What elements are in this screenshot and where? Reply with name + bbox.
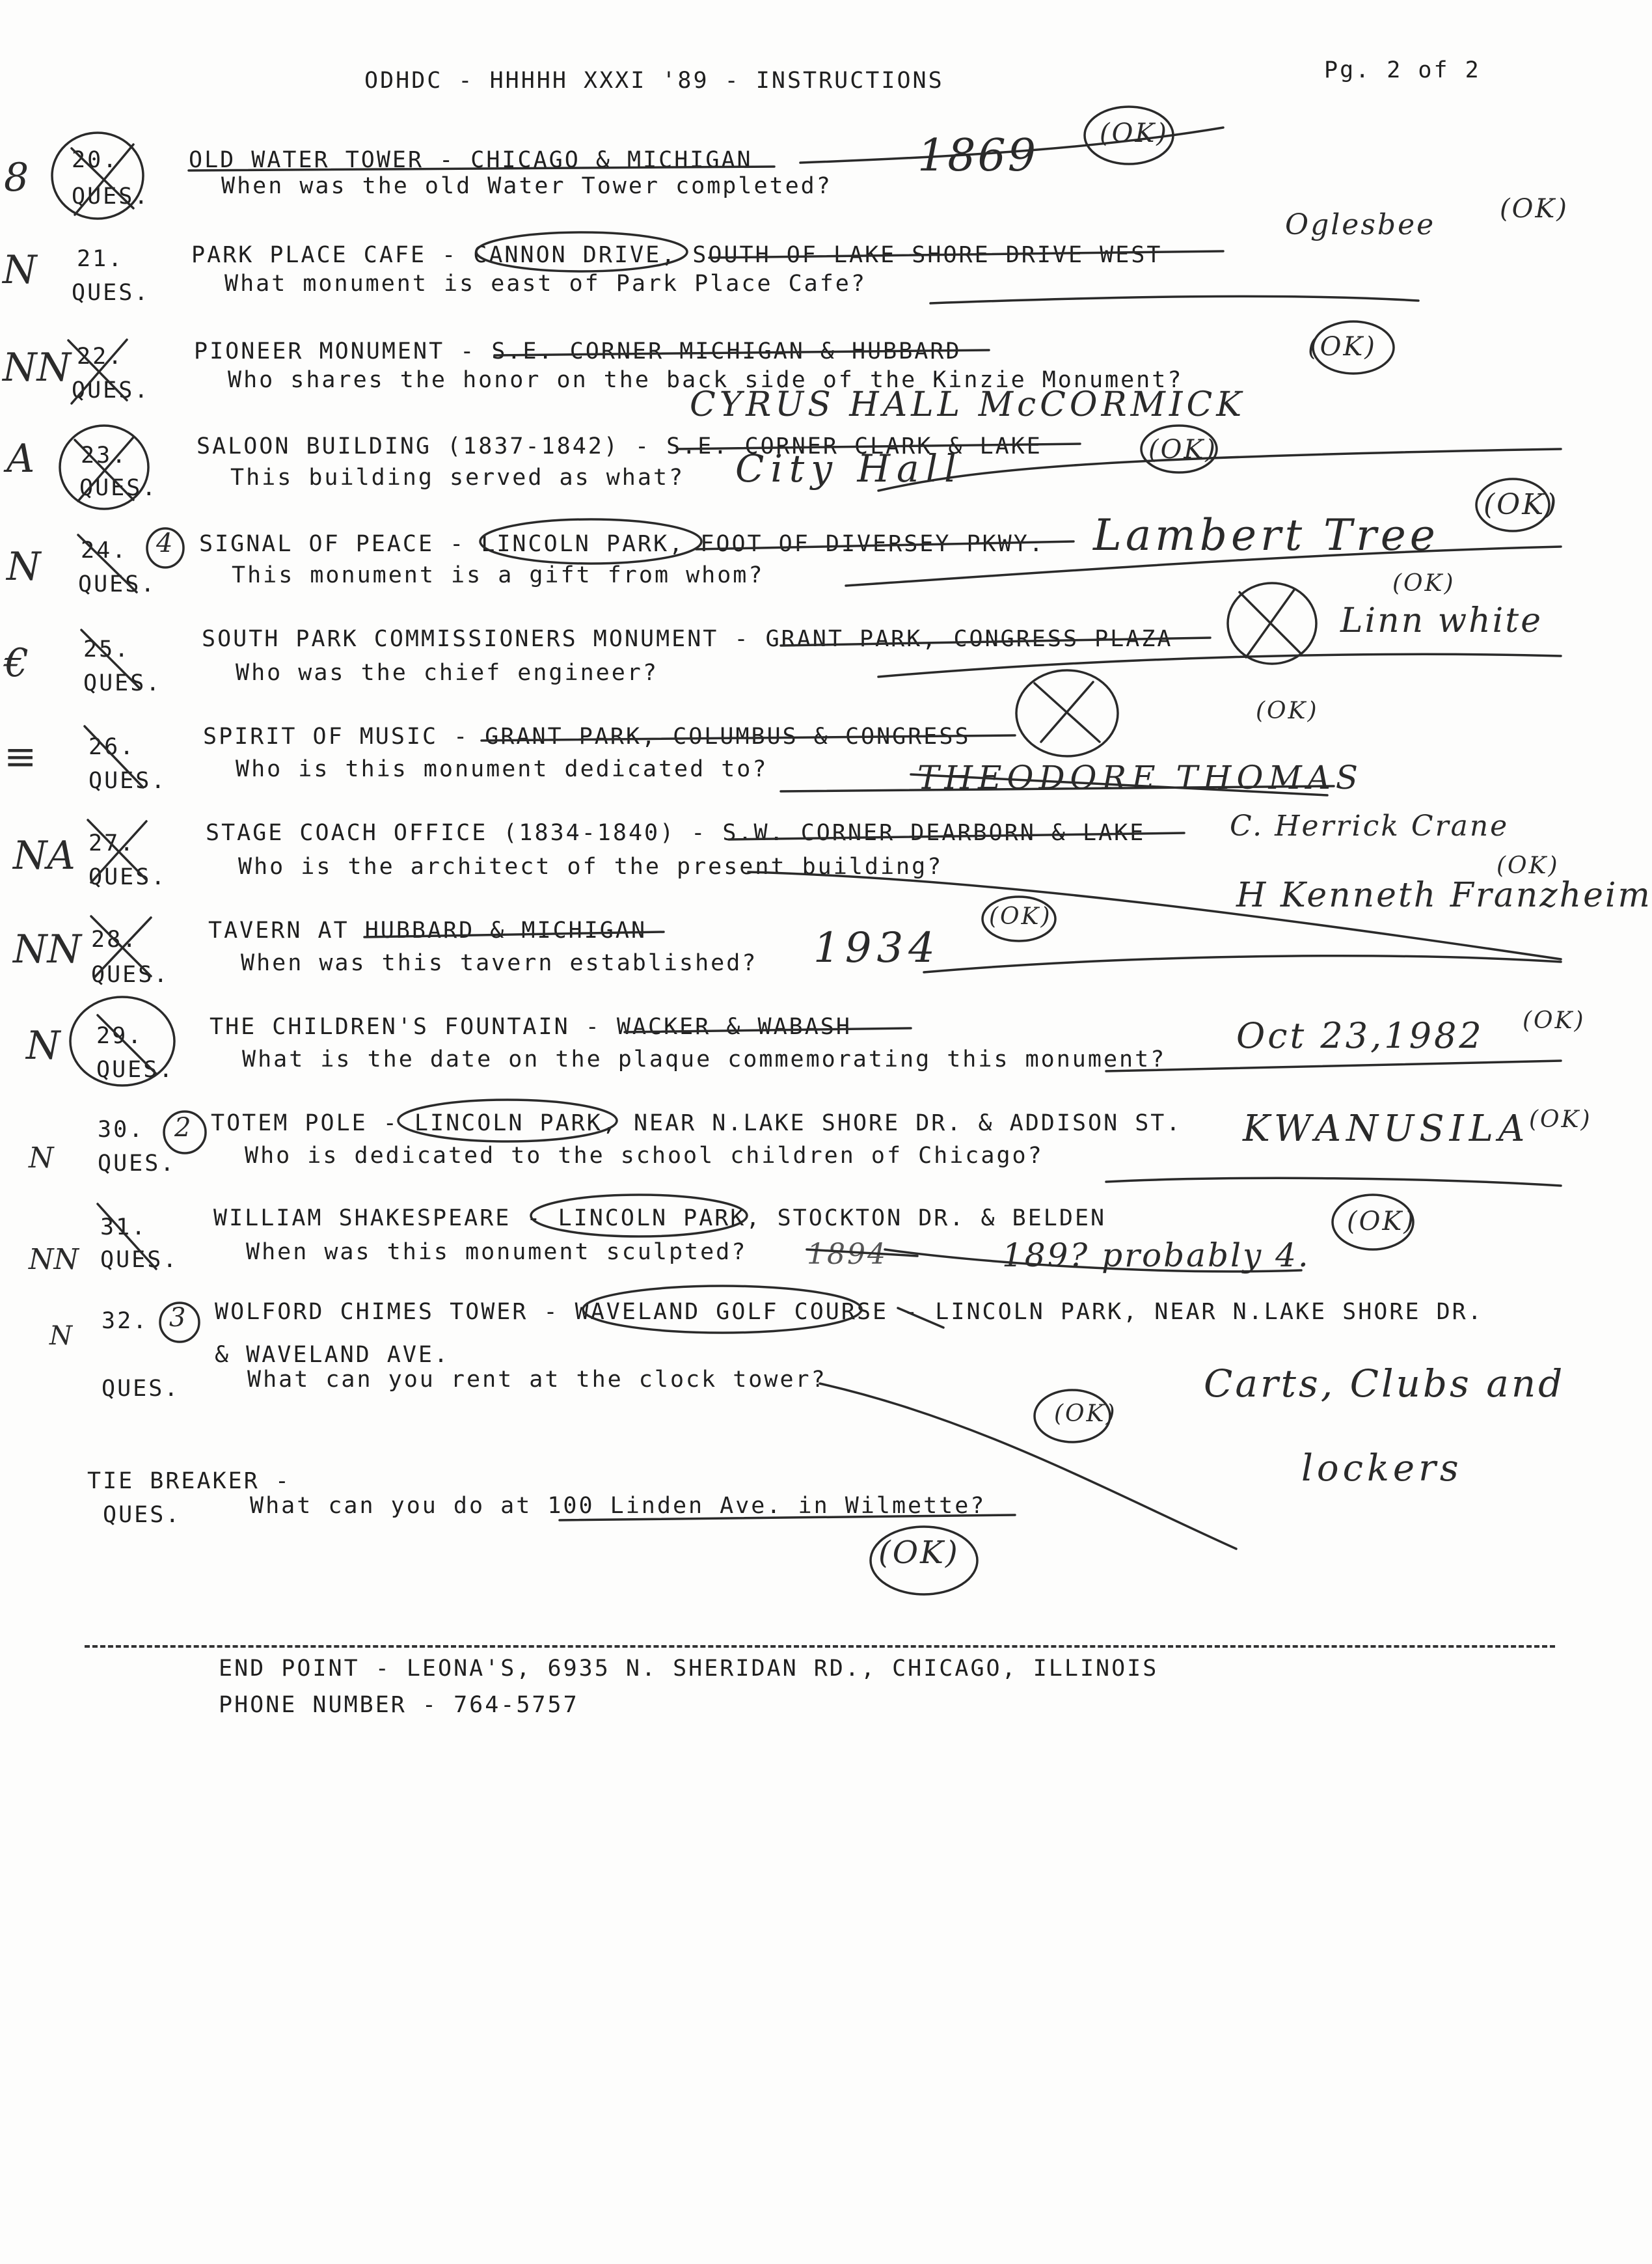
handwritten-answer: Lambert Tree <box>1093 510 1439 560</box>
question-text: What is the date on the plaque commemorating this monument? <box>242 1046 1167 1072</box>
question-number: 27. <box>88 830 136 856</box>
handwritten-answer: C. Herrick Crane <box>1230 810 1510 843</box>
location-line: OLD WATER TOWER - CHICAGO & MICHIGAN <box>189 147 753 173</box>
ques-label: QUES. <box>100 1247 179 1273</box>
question-text: Who is this monument dedicated to? <box>236 756 768 782</box>
ques-label: QUES. <box>83 670 162 696</box>
ques-label: QUES. <box>96 1057 175 1083</box>
handwritten-answer: 1869 <box>917 130 1038 182</box>
handwritten-answer: Oglesbee <box>1285 208 1436 241</box>
question-number: 24. <box>81 538 128 564</box>
location-line: TOTEM POLE - LINCOLN PARK, NEAR N.LAKE SHORE DR. & ADDISON ST. <box>211 1110 1182 1136</box>
ques-label: QUES. <box>102 1376 180 1402</box>
circled-number: 3 <box>169 1303 188 1333</box>
ok-mark: (OK) <box>1148 435 1217 465</box>
handwritten-answer: Carts, Clubs and <box>1204 1361 1565 1406</box>
handwritten-answer: THEODORE THOMAS <box>917 759 1364 797</box>
handwritten-answer: CYRUS HALL McCORMICK <box>690 385 1246 424</box>
question-text: This monument is a gift from whom? <box>232 562 765 588</box>
page-number: Pg. 2 of 2 <box>1324 57 1481 83</box>
ques-label: QUES. <box>79 475 158 501</box>
location-line: SPIRIT OF MUSIC - GRANT PARK, COLUMBUS & CONGRESS <box>203 724 971 750</box>
end-point: END POINT - LEONA'S, 6935 N. SHERIDAN RD., CHICAGO, ILLINOIS <box>219 1656 1159 1682</box>
question-text: Who was the chief engineer? <box>236 660 658 686</box>
location-line: WILLIAM SHAKESPEARE - LINCOLN PARK, STOCKTON DR. & BELDEN <box>213 1205 1107 1231</box>
circled-number: 4 <box>156 528 175 558</box>
ok-mark: (OK) <box>989 903 1052 930</box>
dashed-divider <box>85 1645 1555 1648</box>
location-line: PIONEER MONUMENT - S.E. CORNER MICHIGAN & HUBBARD <box>194 338 962 364</box>
handwritten-answer: 1894 <box>807 1238 887 1271</box>
page-title: ODHDC - HHHHH XXXI '89 - INSTRUCTIONS <box>364 68 944 94</box>
location-line: WOLFORD CHIMES TOWER - WAVELAND GOLF COURSE - LINCOLN PARK, NEAR N.LAKE SHORE DR. <box>215 1299 1483 1325</box>
ok-mark: (OK) <box>1483 488 1559 521</box>
question-text: When was this tavern established? <box>241 950 758 976</box>
question-text: When was this monument sculpted? <box>246 1239 748 1265</box>
tiebreaker-label: TIE BREAKER - <box>87 1468 291 1494</box>
tally-mark: N <box>29 1141 54 1175</box>
tally-mark: NN <box>3 345 71 390</box>
ques-label: QUES. <box>72 184 150 210</box>
handwritten-answer: 1934 <box>813 924 940 972</box>
question-number: 21. <box>77 246 124 272</box>
location-line: SIGNAL OF PEACE - LINCOLN PARK, FOOT OF DIVERSEY PKWY. <box>199 531 1045 557</box>
question-text: When was the old Water Tower completed? <box>221 173 832 199</box>
circled-number: 2 <box>174 1113 193 1143</box>
ok-mark: (OK) <box>1256 698 1319 724</box>
tally-mark: A <box>7 436 35 482</box>
question-text: What monument is east of Park Place Cafe? <box>224 271 867 297</box>
tally-mark: € <box>4 640 29 686</box>
question-number: 25. <box>83 636 131 662</box>
ok-mark: (OK) <box>1500 194 1569 224</box>
location-line: & WAVELAND AVE. <box>215 1342 450 1368</box>
ok-mark: (OK) <box>1496 852 1560 879</box>
handwritten-answer: Oct 23,1982 <box>1236 1015 1484 1056</box>
handwritten-answer: lockers <box>1301 1447 1463 1490</box>
tally-mark: NN <box>29 1243 79 1276</box>
tally-mark: NA <box>13 833 75 879</box>
ok-mark: (OK) <box>1347 1207 1416 1236</box>
question-text: What can you do at 100 Linden Ave. in Wilmette? <box>250 1493 986 1519</box>
location-line: SALOON BUILDING (1837-1842) - S.E. CORNER CLARK & LAKE <box>196 433 1042 459</box>
question-number: 26. <box>88 734 136 760</box>
ques-label: QUES. <box>72 377 150 403</box>
question-number: 29. <box>96 1023 144 1049</box>
question-number: 28. <box>91 927 139 953</box>
ok-mark: (OK) <box>1308 332 1377 362</box>
ok-mark: (OK) <box>1529 1106 1592 1133</box>
question-number: 22. <box>77 344 124 370</box>
question-text: Who shares the honor on the back side of the Kinzie Monument? <box>228 367 1184 393</box>
question-text: This building served as what? <box>230 465 685 491</box>
tally-mark: N <box>26 1023 61 1069</box>
ok-mark: (OK) <box>1523 1007 1586 1034</box>
handwritten-answer: KWANUSILA <box>1243 1108 1530 1150</box>
handwritten-answer: City Hall <box>735 446 963 491</box>
phone-number: PHONE NUMBER - 764-5757 <box>219 1692 579 1718</box>
tally-mark: N <box>3 247 37 293</box>
ok-mark: (OK) <box>1392 570 1456 597</box>
tally-mark: 8 <box>4 155 29 200</box>
question-number: 30. <box>98 1117 145 1143</box>
tally-mark: ≡ <box>4 734 37 780</box>
handwritten-answer: Linn white <box>1340 601 1543 640</box>
handwritten-answer: 189? probably 4. <box>1002 1236 1310 1274</box>
ques-label: QUES. <box>88 864 167 890</box>
question-number: 23. <box>81 443 128 469</box>
ok-mark: (OK) <box>1100 118 1169 148</box>
ok-mark: (OK) <box>878 1534 960 1571</box>
tally-mark: N <box>7 544 41 590</box>
ques-label: QUES. <box>72 280 150 306</box>
question-text: What can you rent at the clock tower? <box>247 1367 827 1393</box>
location-line: TAVERN AT HUBBARD & MICHIGAN <box>208 918 647 944</box>
question-number: 20. <box>72 147 119 173</box>
question-number: 32. <box>102 1308 149 1334</box>
question-text: Who is the architect of the present building? <box>238 854 943 880</box>
location-line: PARK PLACE CAFE - CANNON DRIVE, SOUTH OF LAKE SHORE DRIVE WEST <box>191 242 1163 268</box>
ques-label: QUES. <box>98 1151 176 1177</box>
handwritten-answer: H Kenneth Franzheim <box>1236 876 1652 915</box>
ques-label: QUES. <box>88 768 167 794</box>
tally-mark: NN <box>13 927 81 972</box>
ok-mark: (OK) <box>1054 1400 1117 1427</box>
location-line: SOUTH PARK COMMISSIONERS MONUMENT - GRANT PARK, CONGRESS PLAZA <box>202 626 1173 652</box>
location-line: THE CHILDREN'S FOUNTAIN - WACKER & WABASH <box>210 1014 852 1040</box>
tally-mark: N <box>49 1321 72 1351</box>
ques-label: QUES. <box>103 1502 182 1528</box>
location-line: STAGE COACH OFFICE (1834-1840) - S.W. CORNER DEARBORN & LAKE <box>206 820 1146 846</box>
ques-label: QUES. <box>78 571 157 597</box>
question-number: 31. <box>100 1214 148 1240</box>
ques-label: QUES. <box>91 962 170 988</box>
question-text: Who is dedicated to the school children of Chicago? <box>245 1143 1044 1169</box>
